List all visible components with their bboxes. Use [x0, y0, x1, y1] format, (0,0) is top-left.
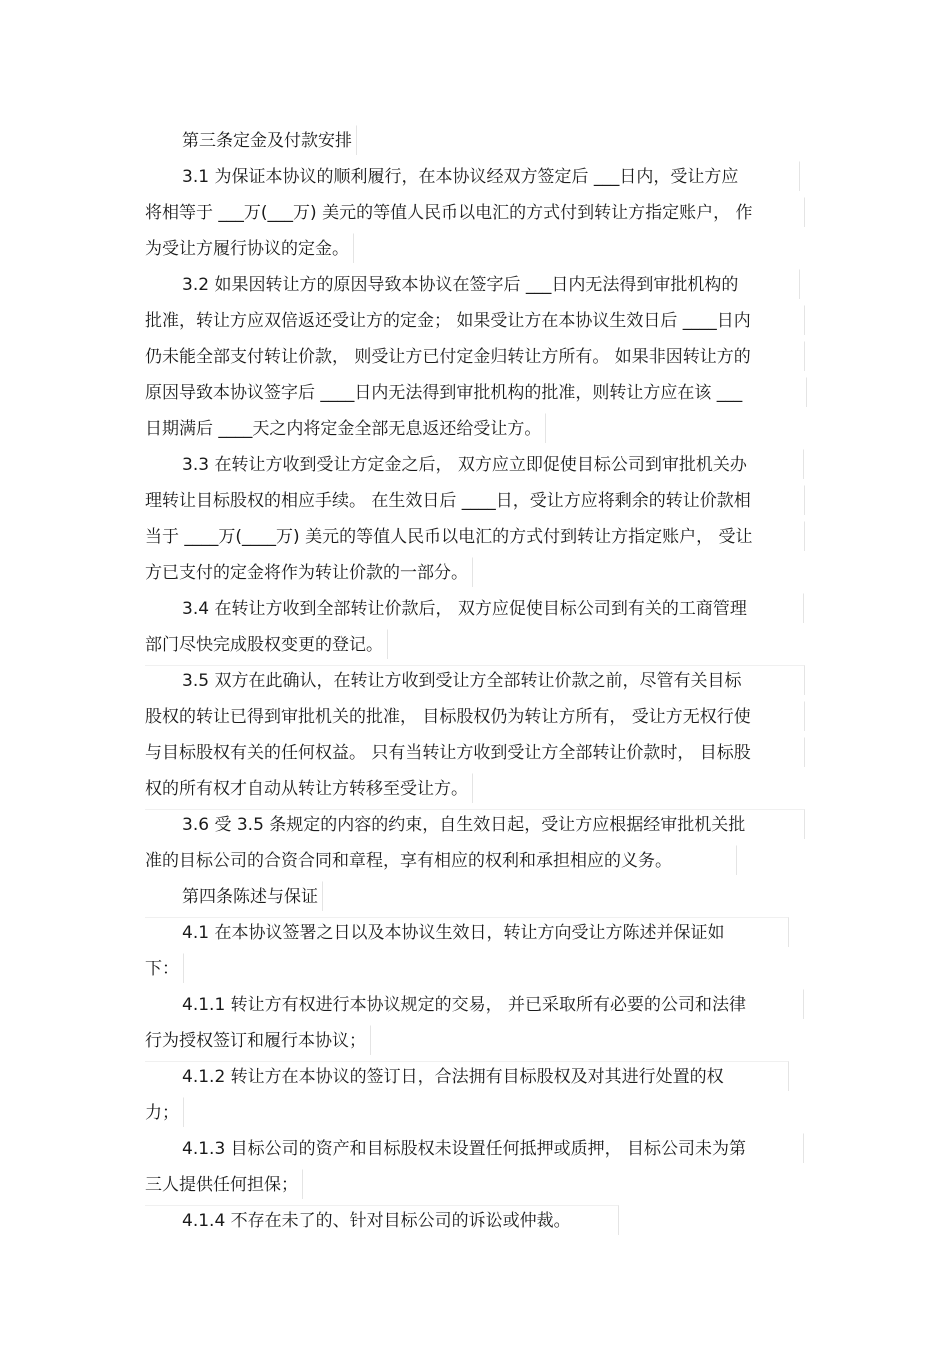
paragraph-4-1-4-line-1: 4.1.4 不存在未了的、针对目标公司的诉讼或仲裁。: [145, 1205, 619, 1235]
paragraph-3-3-line-2: 理转让目标股权的相应手续。 在生效日后 ____日，受让方应将剩余的转让价款相: [145, 485, 805, 515]
paragraph-3-6-line-1: 3.6 受 3.5 条规定的内容的约束，自生效日起，受让方应根据经审批机关批: [145, 809, 805, 839]
section-heading-3: 第三条定金及付款安排: [182, 125, 357, 155]
paragraph-4-1-1-line-1: 4.1.1 转让方有权进行本协议规定的交易， 并已采取所有必要的公司和法律: [182, 989, 804, 1019]
paragraph-3-2-line-2: 批准，转让方应双倍返还受让方的定金； 如果受让方在本协议生效日后 ____日内: [145, 305, 805, 335]
paragraph-4-1-line-1: 4.1 在本协议签署之日以及本协议生效日，转让方向受让方陈述并保证如: [145, 917, 789, 947]
paragraph-3-2-line-3: 仍未能全部支付转让价款， 则受让方已付定金归转让方所有。 如果非因转让方的: [145, 341, 805, 371]
paragraph-3-2-line-5: 日期满后 ____天之内将定金全部无息返还给受让方。: [145, 413, 546, 443]
paragraph-3-6-line-2: 准的目标公司的合资合同和章程，享有相应的权利和承担相应的义务。: [145, 845, 737, 875]
paragraph-4-1-line-2: 下：: [145, 953, 184, 983]
paragraph-3-4-line-2: 部门尽快完成股权变更的登记。: [145, 629, 388, 659]
paragraph-4-1-2-line-2: 力；: [145, 1097, 184, 1127]
paragraph-3-1-line-1: 3.1 为保证本协议的顺利履行，在本协议经双方签定后 ___日内，受让方应: [182, 161, 800, 191]
paragraph-3-1-line-3: 为受让方履行协议的定金。: [145, 233, 354, 263]
paragraph-4-1-3-line-2: 三人提供任何担保；: [145, 1169, 303, 1199]
paragraph-3-2-line-1: 3.2 如果因转让方的原因导致本协议在签字后 ___日内无法得到审批机构的: [182, 269, 800, 299]
paragraph-4-1-3-line-1: 4.1.3 目标公司的资产和目标股权未设置任何抵押或质押， 目标公司未为第: [182, 1133, 804, 1163]
paragraph-3-5-line-4: 权的所有权才自动从转让方转移至受让方。: [145, 773, 473, 803]
paragraph-3-3-line-1: 3.3 在转让方收到受让方定金之后， 双方应立即促使目标公司到审批机关办: [182, 449, 804, 479]
paragraph-3-1-line-2: 将相等于 ___万(___万) 美元的等值人民币以电汇的方式付到转让方指定账户， 作: [145, 197, 805, 227]
paragraph-3-3-line-4: 方已支付的定金将作为转让价款的一部分。: [145, 557, 473, 587]
section-heading-4: 第四条陈述与保证: [182, 881, 323, 911]
paragraph-3-5-line-3: 与目标股权有关的任何权益。 只有当转让方收到受让方全部转让价款时， 目标股: [145, 737, 805, 767]
paragraph-3-3-line-3: 当于 ____万(____万) 美元的等值人民币以电汇的方式付到转让方指定账户， 受让: [145, 521, 805, 551]
paragraph-3-5-line-1: 3.5 双方在此确认，在转让方收到受让方全部转让价款之前，尽管有关目标: [145, 665, 805, 695]
paragraph-4-1-1-line-2: 行为授权签订和履行本协议；: [145, 1025, 371, 1055]
paragraph-3-2-line-4: 原因导致本协议签字后 ____日内无法得到审批机构的批准，则转让方应在该 ___: [145, 377, 807, 407]
paragraph-3-4-line-1: 3.4 在转让方收到全部转让价款后， 双方应促使目标公司到有关的工商管理: [182, 593, 804, 623]
paragraph-4-1-2-line-1: 4.1.2 转让方在本协议的签订日，合法拥有目标股权及对其进行处置的权: [145, 1061, 789, 1091]
paragraph-3-5-line-2: 股权的转让已得到审批机关的批准， 目标股权仍为转让方所有， 受让方无权行使: [145, 701, 805, 731]
